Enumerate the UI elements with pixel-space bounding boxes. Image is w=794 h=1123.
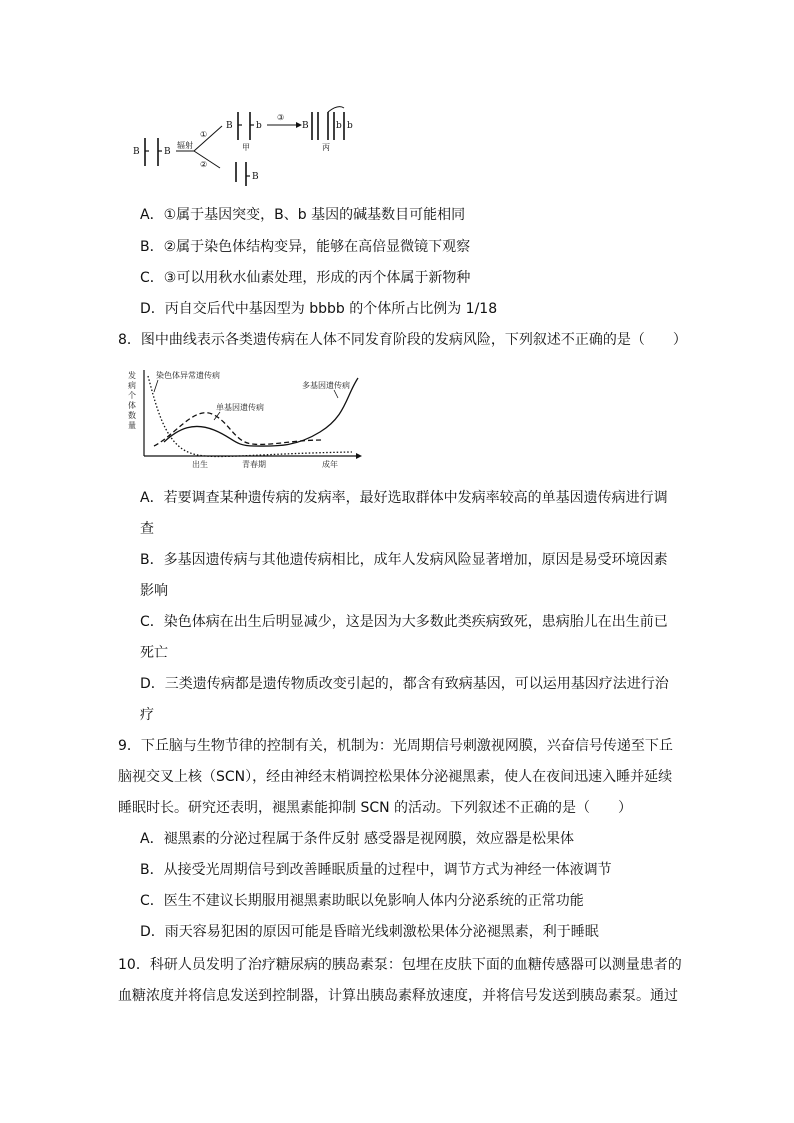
q10-stem-line-2: 血糖浓度并将信息发送到控制器，计算出胰岛素释放速度，并将信号发送到胰岛素泵。通过 xyxy=(118,988,678,1004)
gene-label-B: B xyxy=(302,121,309,131)
radiation-label: 辐射 xyxy=(177,141,193,150)
legend-single-gene: 单基因遗传病 xyxy=(216,403,264,412)
x-tick-label: 成年 xyxy=(322,460,338,469)
q9-option-d: D．雨天容易犯困的原因可能是昏暗光线刺激松果体分泌褪黑素，利于睡眠 xyxy=(140,924,599,940)
svg-text:体: 体 xyxy=(128,401,136,410)
q8-option-a: A．若要调查某种遗传病的发病率，最好选取群体中发病率较高的单基因遗传病进行调 xyxy=(140,490,668,506)
series-single-gene xyxy=(154,413,322,446)
q7-option-b: B．②属于染色体结构变异，能够在高倍显微镜下观察 xyxy=(140,239,471,255)
gene-label-b: b xyxy=(347,121,353,131)
q7-option-c: C．③可以用秋水仙素处理，形成的丙个体属于新物种 xyxy=(140,270,471,286)
q8-stem: 8．图中曲线表示各类遗传病在人体不同发育阶段的发病风险，下列叙述不正确的是（ ） xyxy=(118,332,687,348)
svg-text:病: 病 xyxy=(128,381,136,390)
q9-stem-line-2: 脑视交叉上核（SCN），经由神经末梢调控松果体分泌褪黑素，使人在夜间迅速入睡并延续 xyxy=(118,769,673,785)
svg-text:个: 个 xyxy=(128,391,136,400)
y-axis-label: 发 xyxy=(128,371,136,380)
step-1-label: ① xyxy=(200,130,208,139)
label-bing: 丙 xyxy=(322,143,330,152)
q9-option-a: A．褪黑素的分泌过程属于条件反射 感受器是视网膜，效应器是松果体 xyxy=(140,831,575,847)
gene-label-B: B xyxy=(226,121,233,131)
genetic-disease-risk-chart xyxy=(124,366,364,474)
q8-option-a-cont: 查 xyxy=(140,521,154,537)
q8-option-b: B．多基因遗传病与其他遗传病相比，成年人发病风险显著增加，原因是易受环境因素 xyxy=(140,552,668,568)
gene-label-B: B xyxy=(164,147,171,157)
q9-stem-line-1: 9．下丘脑与生物节律的控制有关，机制为：光周期信号刺激视网膜，兴奋信号传递至下丘 xyxy=(118,738,673,754)
q7-option-a: A．①属于基因突变，B、b 基因的碱基数目可能相同 xyxy=(140,207,466,223)
q8-option-d-cont: 疗 xyxy=(140,707,154,723)
legend-chromosome-abnormal: 染色体异常遗传病 xyxy=(156,371,220,380)
label-jia: 甲 xyxy=(242,143,250,152)
q8-option-c: C．染色体病在出生后明显减少，这是因为大多数此类疾病致死，患病胎儿在出生前已 xyxy=(140,614,668,630)
x-tick-label: 出生 xyxy=(192,460,208,469)
svg-text:数: 数 xyxy=(128,411,136,420)
q8-option-d: D．三类遗传病都是遗传物质改变引起的，都含有致病基因，可以运用基因疗法进行治 xyxy=(140,676,669,692)
gene-label-b: b xyxy=(336,121,342,131)
legend-multi-gene: 多基因遗传病 xyxy=(302,381,350,390)
q8-option-c-cont: 死亡 xyxy=(140,645,168,661)
q9-option-b: B．从接受光周期信号到改善睡眠质量的过程中，调节方式为神经一体液调节 xyxy=(140,862,612,878)
q10-stem-line-1: 10．科研人员发明了治疗糖尿病的胰岛素泵：包埋在皮肤下面的血糖传感器可以测量患者的 xyxy=(118,957,682,973)
gene-label-b: b xyxy=(256,121,262,131)
q7-option-d: D．丙自交后代中基因型为 bbbb 的个体所占比例为 1/18 xyxy=(140,301,498,317)
q9-stem-line-3: 睡眠时长。研究还表明，褪黑素能抑制 SCN 的活动。下列叙述不正确的是（ ） xyxy=(118,800,633,816)
q8-option-b-cont: 影响 xyxy=(140,583,168,599)
x-tick-label: 青春期 xyxy=(242,460,266,469)
chromosome-variation-diagram xyxy=(128,104,368,192)
q9-option-c: C．医生不建议长期服用褪黑素助眠以免影响人体内分泌系统的正常功能 xyxy=(140,893,584,909)
step-3-label: ③ xyxy=(277,113,285,122)
gene-label-B: B xyxy=(133,147,140,157)
gene-label-B: B xyxy=(252,172,259,182)
svg-text:量: 量 xyxy=(128,421,136,430)
step-2-label: ② xyxy=(200,160,208,169)
